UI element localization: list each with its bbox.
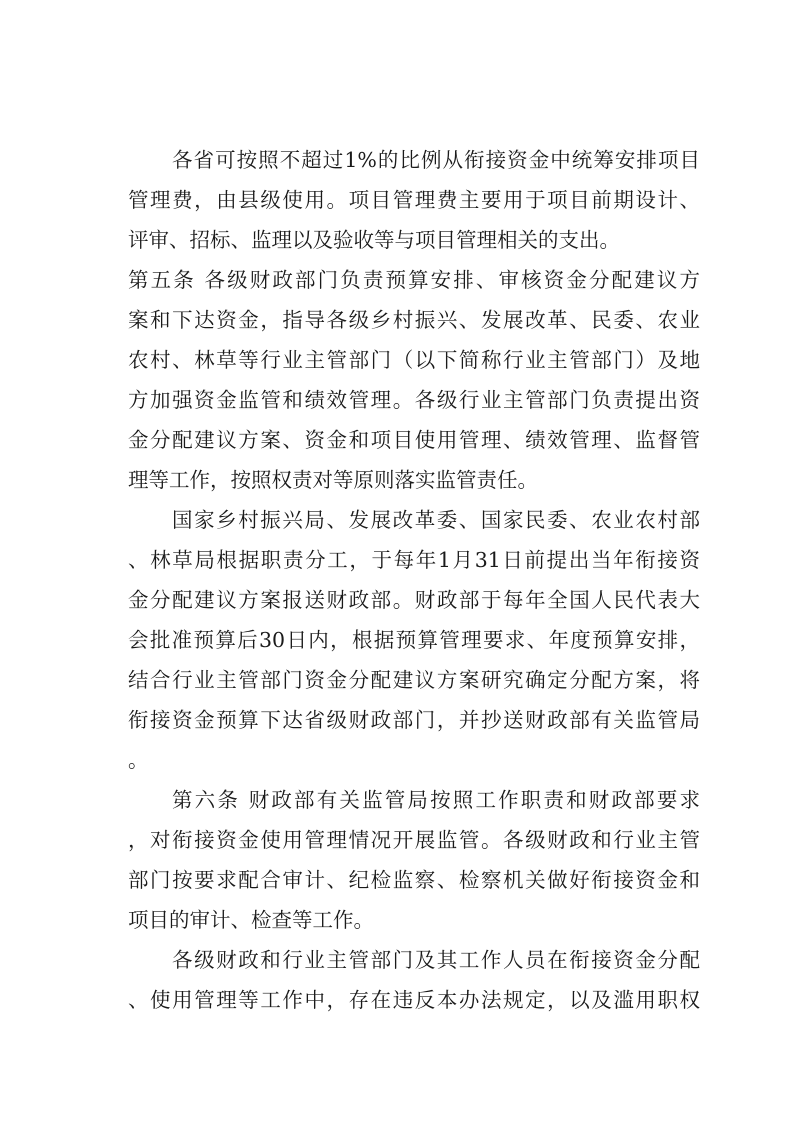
text-line: 各级财政和行业主管部门及其工作人员在衔接资金分配: [172, 948, 700, 972]
text-line: 理等工作，按照权责对等原则落实监管责任。: [128, 468, 538, 492]
text-line: 会批准预算后30日内，根据预算管理要求、年度预算安排，: [128, 628, 700, 652]
text-line: 案和下达资金，指导各级乡村振兴、发展改革、民委、农业: [128, 308, 700, 332]
text-line: 、林草局根据职责分工，于每年1月31日前提出当年衔接资: [128, 548, 700, 572]
text-line: 国家乡村振兴局、发展改革委、国家民委、农业农村部: [172, 508, 700, 532]
text-line: 第五条 各级财政部门负责预算安排、审核资金分配建议方: [128, 268, 700, 292]
text-line: 部门按要求配合审计、纪检监察、检察机关做好衔接资金和: [128, 868, 700, 892]
text-line: ，对衔接资金使用管理情况开展监管。各级财政和行业主管: [128, 828, 700, 852]
text-line: 、使用管理等工作中，存在违反本办法规定，以及滥用职权: [128, 988, 700, 1012]
text-line: 评审、招标、监理以及验收等与项目管理相关的支出。: [128, 228, 620, 252]
text-line: 金分配建议方案报送财政部。财政部于每年全国人民代表大: [128, 588, 700, 612]
text-line: 结合行业主管部门资金分配建议方案研究确定分配方案，将: [128, 668, 700, 692]
text-line: 管理费，由县级使用。项目管理费主要用于项目前期设计、: [128, 188, 700, 212]
text-line: 金分配建议方案、资金和项目使用管理、绩效管理、监督管: [128, 428, 700, 452]
text-line: 方加强资金监管和绩效管理。各级行业主管部门负责提出资: [128, 388, 700, 412]
text-line: 衔接资金预算下达省级财政部门，并抄送财政部有关监管局: [128, 708, 700, 732]
document-body: [128, 140, 700, 1020]
text-line: 各省可按照不超过1%的比例从衔接资金中统筹安排项目: [172, 148, 700, 172]
text-line: 。: [128, 748, 149, 772]
text-line: 第六条 财政部有关监管局按照工作职责和财政部要求: [172, 788, 700, 812]
text-line: 农村、林草等行业主管部门（以下简称行业主管部门）及地: [128, 348, 700, 372]
text-line: 项目的审计、检查等工作。: [128, 908, 374, 932]
